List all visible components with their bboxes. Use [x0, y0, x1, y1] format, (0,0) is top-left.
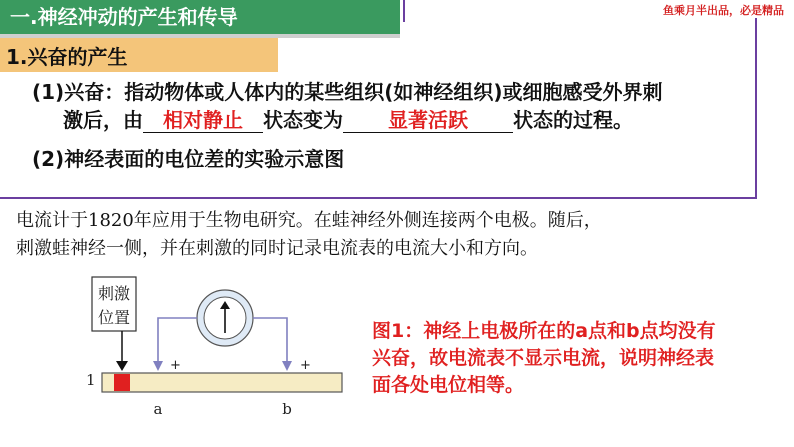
- definition-prefix: 激后，由: [63, 108, 143, 132]
- body-line-1: 电流计于1820年应用于生物电研究。在蛙神经外侧连接两个电极。随后，: [16, 210, 602, 231]
- answer-blank-1: 相对静止: [143, 108, 263, 133]
- watermark-text: 鱼乘月半出品，必是精品: [663, 4, 784, 17]
- subheading-experiment: (2)神经表面的电位差的实验示意图: [32, 147, 345, 171]
- section-title: 1.兴奋的产生: [6, 45, 128, 69]
- stimulus-label-line-1: 刺激: [97, 284, 131, 303]
- stimulus-site: [114, 374, 130, 391]
- electrode-tip-b: [282, 361, 292, 371]
- header-bar: [0, 0, 400, 34]
- electrode-tip-a: [153, 361, 163, 371]
- definition-line-2: [63, 106, 633, 134]
- nerve-fiber: [102, 373, 342, 392]
- stimulus-arrow-head: [116, 361, 128, 371]
- stimulus-label-line-2: 位置: [97, 308, 131, 327]
- frame-right-border: [755, 18, 757, 198]
- definition-suffix: 状态的过程。: [513, 108, 633, 132]
- plus-label-b: +: [300, 358, 311, 373]
- definition-line-1: (1)兴奋：指动物体或人体内的某些组织(如神经组织)或细胞感受外界刺: [32, 80, 663, 104]
- frame-bottom-border: [0, 197, 757, 199]
- header-title: 一.神经冲动的产生和传导: [10, 5, 238, 29]
- point-a-label: a: [153, 400, 163, 418]
- answer-blank-2: 显著活跃: [343, 108, 513, 133]
- point-b-label: b: [282, 400, 292, 418]
- section-bar: [0, 38, 278, 72]
- body-line-2: 刺激蛙神经一侧，并在刺激的同时记录电流表的电流大小和方向。: [16, 238, 538, 259]
- electrode-wire-b: [253, 318, 287, 365]
- figure-explanation: 图1：神经上电极所在的a点和b点均没有兴奋，故电流表不显示电流，说明神经表面各处电位相等。: [372, 320, 716, 396]
- plus-label-a: +: [170, 358, 181, 373]
- definition-middle: 状态变为: [263, 108, 343, 132]
- figure-number: 1: [86, 371, 96, 389]
- frame-top-divider: [403, 0, 405, 22]
- nerve-experiment-diagram: [82, 275, 362, 425]
